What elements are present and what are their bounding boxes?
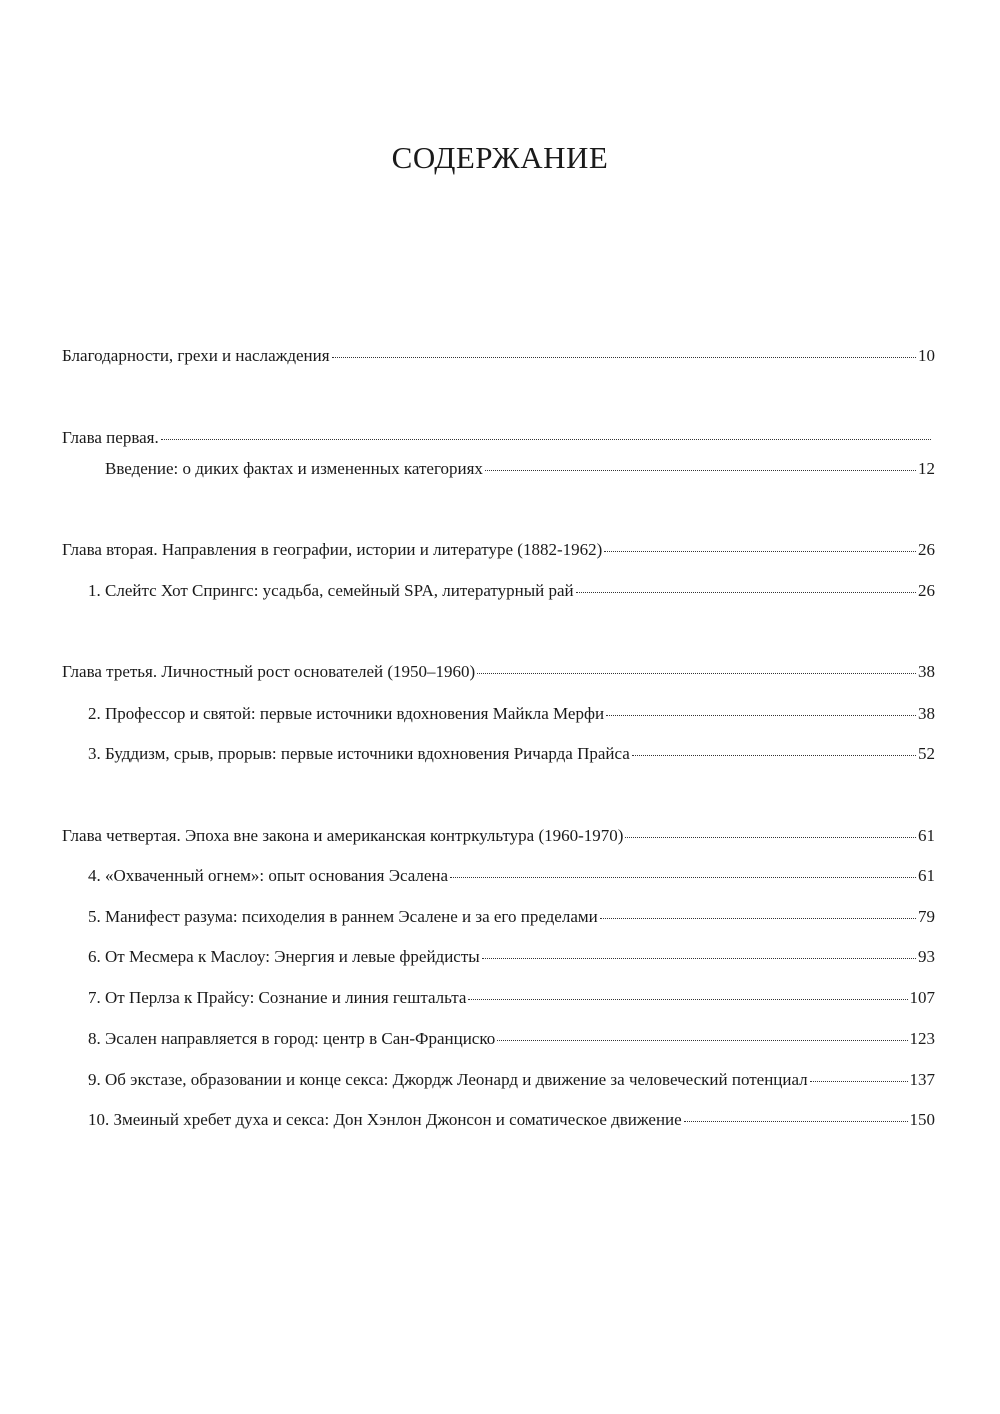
toc-entry-label: Глава четвертая. Эпоха вне закона и американская контркультура (1960-1970) <box>62 826 624 845</box>
toc-entry-introduction[interactable] <box>105 458 935 480</box>
toc-entry-label: 7. От Перлза к Прайсу: Сознание и линия гештальта <box>88 988 467 1007</box>
toc-entry-section-9[interactable] <box>88 1069 935 1091</box>
toc-entry-label: 1. Слейтс Хот Спрингс: усадьба, семейный SPA, литературный рай <box>88 581 574 600</box>
toc-entry-label: 4. «Охваченный огнем»: опыт основания Эсалена <box>88 866 449 885</box>
page-title: СОДЕРЖАНИЕ <box>391 140 609 175</box>
toc-entry-label: Глава первая. <box>62 428 159 447</box>
dot-leader <box>606 715 916 716</box>
toc-entry-label: 8. Эсален направляется в город: центр в Сан-Франциско <box>88 1029 496 1048</box>
toc-entry-section-6[interactable] <box>88 946 935 968</box>
toc-page-number: 137 <box>909 1070 935 1089</box>
toc-page-number: 107 <box>909 988 935 1007</box>
toc-page-number: 93 <box>918 947 935 966</box>
toc-page-number: 26 <box>918 540 935 559</box>
toc-entry-section-3[interactable] <box>88 743 935 765</box>
toc-entry-chapter-1[interactable] <box>62 427 933 449</box>
toc-entry-acknowledgements[interactable] <box>62 345 935 367</box>
dot-leader <box>332 357 916 358</box>
toc-entry-chapter-2[interactable] <box>62 539 935 561</box>
toc-entry-label: 9. Об экстазе, образовании и конце секса: Джордж Леонард и движение за человеческий потенциал <box>88 1070 808 1089</box>
toc-entry-label: Введение: о диких фактах и измененных категориях <box>105 459 483 478</box>
toc-page-number: 26 <box>918 581 935 600</box>
toc-entry-section-1[interactable] <box>88 580 935 602</box>
toc-entry-label: Глава третья. Личностный рост основателей (1950–1960) <box>62 662 476 681</box>
toc-entry-label: 6. От Месмера к Маслоу: Энергия и левые фрейдисты <box>88 947 480 966</box>
toc-entry-label: Благодарности, грехи и наслаждения <box>62 346 330 365</box>
dot-leader <box>600 918 916 919</box>
dot-leader <box>576 592 916 593</box>
toc-page-number: 38 <box>918 704 935 723</box>
toc-entry-chapter-4[interactable] <box>62 825 935 847</box>
toc-page-number: 123 <box>909 1029 935 1048</box>
dot-leader <box>497 1040 907 1041</box>
dot-leader <box>482 958 916 959</box>
dot-leader <box>468 999 907 1000</box>
dot-leader <box>604 551 916 552</box>
toc-entry-label: 3. Буддизм, срыв, прорыв: первые источники вдохновения Ричарда Прайса <box>88 744 630 763</box>
toc-entry-chapter-3[interactable] <box>62 661 935 683</box>
dot-leader <box>684 1121 908 1122</box>
toc-entry-label: 5. Манифест разума: психоделия в раннем Эсалене и за его пределами <box>88 907 598 926</box>
dot-leader <box>477 673 916 674</box>
dot-leader <box>450 877 916 878</box>
dot-leader <box>632 755 916 756</box>
toc-entry-section-5[interactable] <box>88 906 935 928</box>
toc-page-number: 12 <box>918 459 935 478</box>
dot-leader <box>625 837 916 838</box>
dot-leader <box>485 470 916 471</box>
toc-page-number: 61 <box>918 866 935 885</box>
toc-entry-section-2[interactable] <box>88 703 935 725</box>
toc-entry-label: 2. Профессор и святой: первые источники вдохновения Майкла Мерфи <box>88 704 605 723</box>
toc-entry-label: 10. Змеиный хребет духа и секса: Дон Хэнлон Джонсон и соматическое движение <box>88 1110 682 1129</box>
toc-entry-section-8[interactable] <box>88 1028 935 1050</box>
dot-leader <box>810 1081 908 1082</box>
toc-entry-section-4[interactable] <box>88 865 935 887</box>
toc-entry-label: Глава вторая. Направления в географии, истории и литературе (1882-1962) <box>62 540 603 559</box>
toc-entry-section-7[interactable] <box>88 987 935 1009</box>
toc-page-number: 79 <box>918 907 935 926</box>
toc-entry-section-10[interactable] <box>88 1109 935 1131</box>
toc-page-number: 52 <box>918 744 935 763</box>
toc-page-number: 61 <box>918 826 935 845</box>
toc-page-number: 10 <box>918 346 935 365</box>
toc-page-number: 150 <box>909 1110 935 1129</box>
toc-page-number: 38 <box>918 662 935 681</box>
dot-leader <box>161 439 931 440</box>
